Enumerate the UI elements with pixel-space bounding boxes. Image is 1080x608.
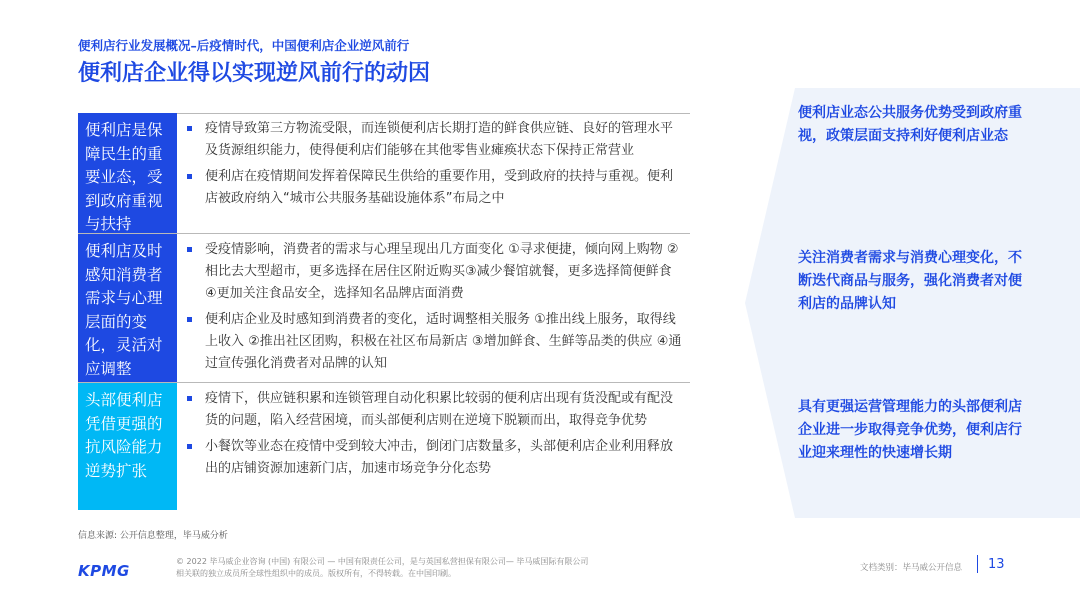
bullet-item: 小餐饮等业态在疫情中受到较大冲击，倒闭门店数量多，头部便利店企业利用释放出的店铺资源加速新门店，加速市场竞争分化态势 xyxy=(187,436,684,480)
driver-row xyxy=(78,383,690,510)
takeaway-text: 便利店业态公共服务优势受到政府重视，政策层面支持利好便利店业态 xyxy=(798,105,1022,144)
bullet-square-icon xyxy=(187,444,192,449)
driver-label: 头部便利店凭借更强的抗风险能力逆势扩张 xyxy=(78,383,177,510)
bullet-square-icon xyxy=(187,174,192,179)
bullet-item: 便利店企业及时感知到消费者的变化，适时调整相关服务 ①推出线上服务，取得线上收入 ②推出社区团购，积极在社区布局新店 ③增加鲜食、生鲜等品类的供应 ④通过宣传强化消费者对品牌的认知 xyxy=(187,309,684,375)
driver-row xyxy=(78,234,690,383)
bullet-item: 受疫情影响，消费者的需求与心理呈现出几方面变化 ①寻求便捷，倾向网上购物 ②相比去大型超市，更多选择在居住区附近购买③减少餐馆就餐，更多选择简便鲜食 ④更加关注食品安全，选择知名品牌店面消费 xyxy=(187,239,684,305)
driver-bullets xyxy=(177,113,690,233)
driver-label: 便利店及时感知消费者需求与心理层面的变化，灵活对应调整 xyxy=(78,234,177,382)
bullet-item: 便利店在疫情期间发挥着保障民生供给的重要作用，受到政府的扶持与重视。便利店被政府纳入“城市公共服务基础设施体系”布局之中 xyxy=(187,166,684,210)
bullet-item: 疫情下，供应链积累和连锁管理自动化积累比较弱的便利店出现有货没配或有配没货的问题，陷入经营困境，而头部便利店则在逆境下脱颖而出，取得竞争优势 xyxy=(187,388,684,432)
driver-label: 便利店是保障民生的重要业态，受到政府重视与扶持 xyxy=(78,113,177,233)
takeaway-text: 具有更强运营管理能力的头部便利店企业进一步取得竞争优势，便利店行业迎来理性的快速增长期 xyxy=(798,399,1022,461)
driver-bullets xyxy=(177,234,690,382)
bullet-square-icon xyxy=(187,126,192,131)
kpmg-logo: KPMG xyxy=(78,562,130,580)
page-title: 便利店企业得以实现逆风前行的动因 xyxy=(78,61,431,86)
footer-divider xyxy=(977,555,978,573)
document-category: 文档类别：毕马威公开信息 xyxy=(860,563,963,573)
copyright-line: 相关联的独立成员所全球性组织中的成员。版权所有，不得转载。在中国印刷。 xyxy=(176,569,456,578)
bullet-square-icon xyxy=(187,396,192,401)
copyright-line: © 2022 毕马威企业咨询 (中国) 有限公司 — 中国有限责任公司，是与英国私营担保有限公司— 毕马威国际有限公司 xyxy=(176,557,589,566)
driver-row xyxy=(78,113,690,234)
page-number: 13 xyxy=(988,557,1005,572)
bullet-square-icon xyxy=(187,317,192,322)
page-subtitle: 便利店行业发展概况–后疫情时代，中国便利店企业逆风前行 xyxy=(78,38,410,53)
copyright-notice xyxy=(176,556,656,580)
bullet-square-icon xyxy=(187,247,192,252)
bullet-item: 疫情导致第三方物流受限，而连锁便利店长期打造的鲜食供应链、良好的管理水平及货源组织能力，使得便利店们能够在其他零售业瘫痪状态下保持正常营业 xyxy=(187,118,684,162)
source-note: 信息来源: 公开信息整理，毕马威分析 xyxy=(78,531,228,541)
takeaway-text: 关注消费者需求与消费心理变化，不断迭代商品与服务，强化消费者对便利店的品牌认知 xyxy=(798,250,1022,312)
driver-table xyxy=(78,113,690,510)
driver-bullets xyxy=(177,383,690,510)
